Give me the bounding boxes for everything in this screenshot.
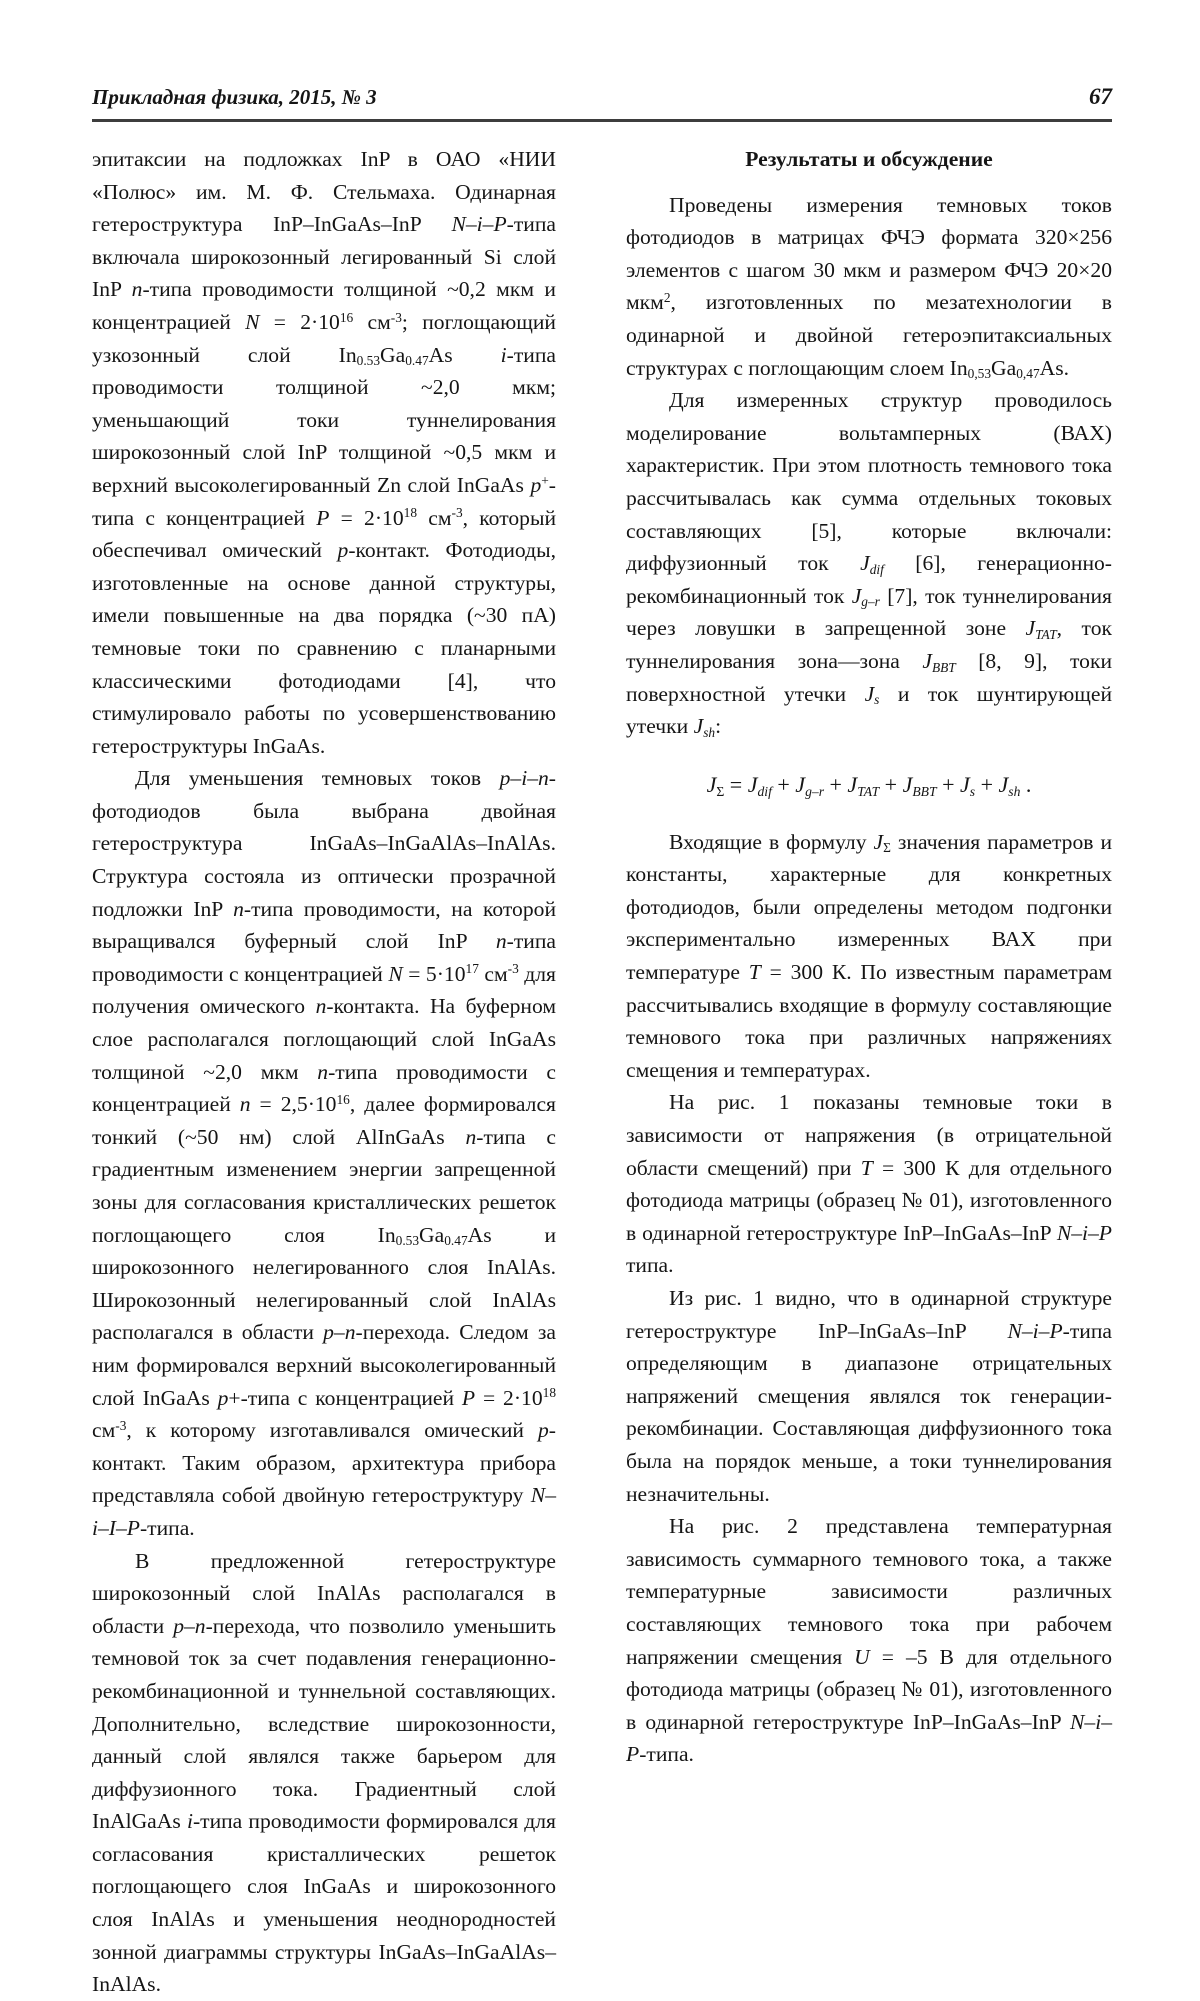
dark-current-sum-formula: $J_\Sigma = J_{dif} + J_{g-r} + J_{TAT} + J_{BBT} + J_s + J_{sh}$ .	[706, 771, 1032, 799]
paragraph-proposed-structure: В предложенной гетероструктуре широкозонный слой InAlAs располагался в области p–n-перехода, что позволило уменьшить темновой ток за счет подавления генерационно-рекомбинационной и туннельной составляющих. Дополнительно, вследствие широкозонности, данный слой являлся также барьером для диффузионного тока. Градиентный слой InAlGaAs i-типа проводимости формировался для согласования кристаллических решеток поглощающего слоя InGaAs и широкозонного слоя InAlAs и уменьшения неоднородностей зонной диаграммы структуры InGaAs–InGaAlAs–InAlAs.	[92, 1548, 556, 1997]
page-number: 67	[1089, 84, 1112, 109]
paragraph-fig1-analysis: Из рис. 1 видно, что в одинарной структуре гетероструктуре InP–InGaAs–InP N–i–P-типа определяющим в диапазоне отрицательных напряжений смещения являлся ток генерации-рекомбинации. Составляющая диффузионного тока была на порядок меньше, а токи туннелирования незначительны.	[626, 1286, 1112, 1506]
paragraph-epitaxy-single-structure: эпитаксии на подложках InP в ОАО «НИИ «Полюс» им. М. Ф. Стельмаха. Одинарная гетероструктура InP–InGaAs–InP N–i–P-типа включала широкозонный легированный Si слой InP n-типа проводимости толщиной ~0,2 мкм и концентрацией $N = 2\cdot 10^{16}$ $см^{-3}$; поглощающий узкозонный слой $In_{0.53}Ga_{0.47}As$ i-типа проводимости толщиной ~2,0 мкм; уменьшающий токи туннелирования широкозонный слой InP толщиной ~0,5 мкм и верхний высоколегированный Zn слой InGaAs p+-типа с концентрацией $P = 2\cdot 10^{18}$ $см^{-3}$, который обеспечивал омический p-контакт. Фотодиоды, изготовленные на основе данной структуры, имели повышенные на два порядка (~30 пА) темновые токи по сравнению с планарными классическими фотодиодами [4], что стимулировало работы по усовершенствованию гетероструктуры InGaAs.	[92, 147, 557, 758]
left-column	[92, 143, 556, 2001]
article-body	[92, 143, 1112, 2001]
journal-title: Прикладная физика, 2015, № 3	[92, 85, 377, 109]
paragraph-fit-parameters: Входящие в формулу $J_\Sigma$ значения параметров и константы, характерные для конкретных фотодиодов, были определены методом подгонки экспериментально измеренных ВАХ при температуре T = 300 К. По известным параметрам рассчитывались входящие в формулу составляющие темнового тока при различных напряжениях смещения и температурах.	[626, 829, 1112, 1082]
paragraph-measurements: Проведены измерения темновых токов фотодиодов в матрицах ФЧЭ формата 320×256 элементов с шагом 30 мкм и размером ФЧЭ 20×20 мкм$^2$, изготовленных по мезатехнологии в одинарной и двойной гетероэпитаксиальных структурах с поглощающим слоем $In_{0,53}Ga_{0,47}As$.	[626, 192, 1112, 382]
paragraph-fig1-description: На рис. 1 показаны темновые токи в зависимости от напряжения (в отрицательной области смещений) при T = 300 К для отдельного фотодиода матрицы (образец № 01), изготовленного в одинарной гетероструктуре InP–InGaAs–InP N–i–P типа.	[626, 1090, 1112, 1278]
section-heading: Результаты и обсуждение	[745, 147, 993, 171]
running-head	[92, 84, 1112, 110]
paragraph-modeling: Для измеренных структур проводилось моделирование вольтамперных (ВАХ) характеристик. При этом плотность темнового тока рассчитывалась как сумма отдельных токовых составляющих [5], которые включали: диффузионный ток $J_{dif}$ [6], генерационно-рекомбинационный ток $J_{g-r}$ [7], ток туннелирования через ловушки в запрещенной зоне $J_{TAT}$, ток туннелирования зона—зона $J_{BBT}$ [8, 9], токи поверхностной утечки $J_s$ и ток шунтирующей утечки $J_{sh}$:	[626, 388, 1113, 740]
right-column	[626, 143, 1112, 2001]
paragraph-double-heterostructure: Для уменьшения темновых токов p–i–n-фотодиодов была выбрана двойная гетероструктура InGaAs–InGaAlAs–InAlAs. Структура состояла из оптически прозрачной подложки InP n-типа проводимости, на которой выращивался буферный слой InP n-типа проводимости с концентрацией $N = 5\cdot 10^{17}$ $см^{-3}$ для получения омического n-контакта. На буферном слое располагался поглощающий слой InGaAs толщиной ~2,0 мкм n-типа проводимости с концентрацией $n = 2,5\cdot 10^{16}$, далее формировался тонкий (~50 нм) слой AlInGaAs n-типа с градиентным изменением энергии запрещенной зоны для согласования кристаллических решеток поглощающего слоя $In_{0.53}Ga_{0.47}As$ и широкозонного нелегированного слоя InAlAs. Широкозонный нелегированный слой InAlAs располагался в области p–n-перехода. Следом за ним формировался верхний высоколегированный слой InGaAs p+-типа с концентрацией $P = 2\cdot 10^{18}$ $см^{-3}$, к которому изготавливался омический p-контакт. Таким образом, архитектура прибора представляла собой двойную гетероструктуру N–i–I–P-типа.	[92, 766, 556, 1540]
header-rule	[92, 119, 1112, 122]
paragraph-fig2-description: На рис. 2 представлена температурная зависимость суммарного темнового тока, а также температурные зависимости различных составляющих темнового тока при рабочем напряжении смещения U = –5 В для отдельного фотодиода матрицы (образец № 01), изготовленного в одинарной гетероструктуре InP–InGaAs–InP N–i–P-типа.	[626, 1514, 1112, 1767]
